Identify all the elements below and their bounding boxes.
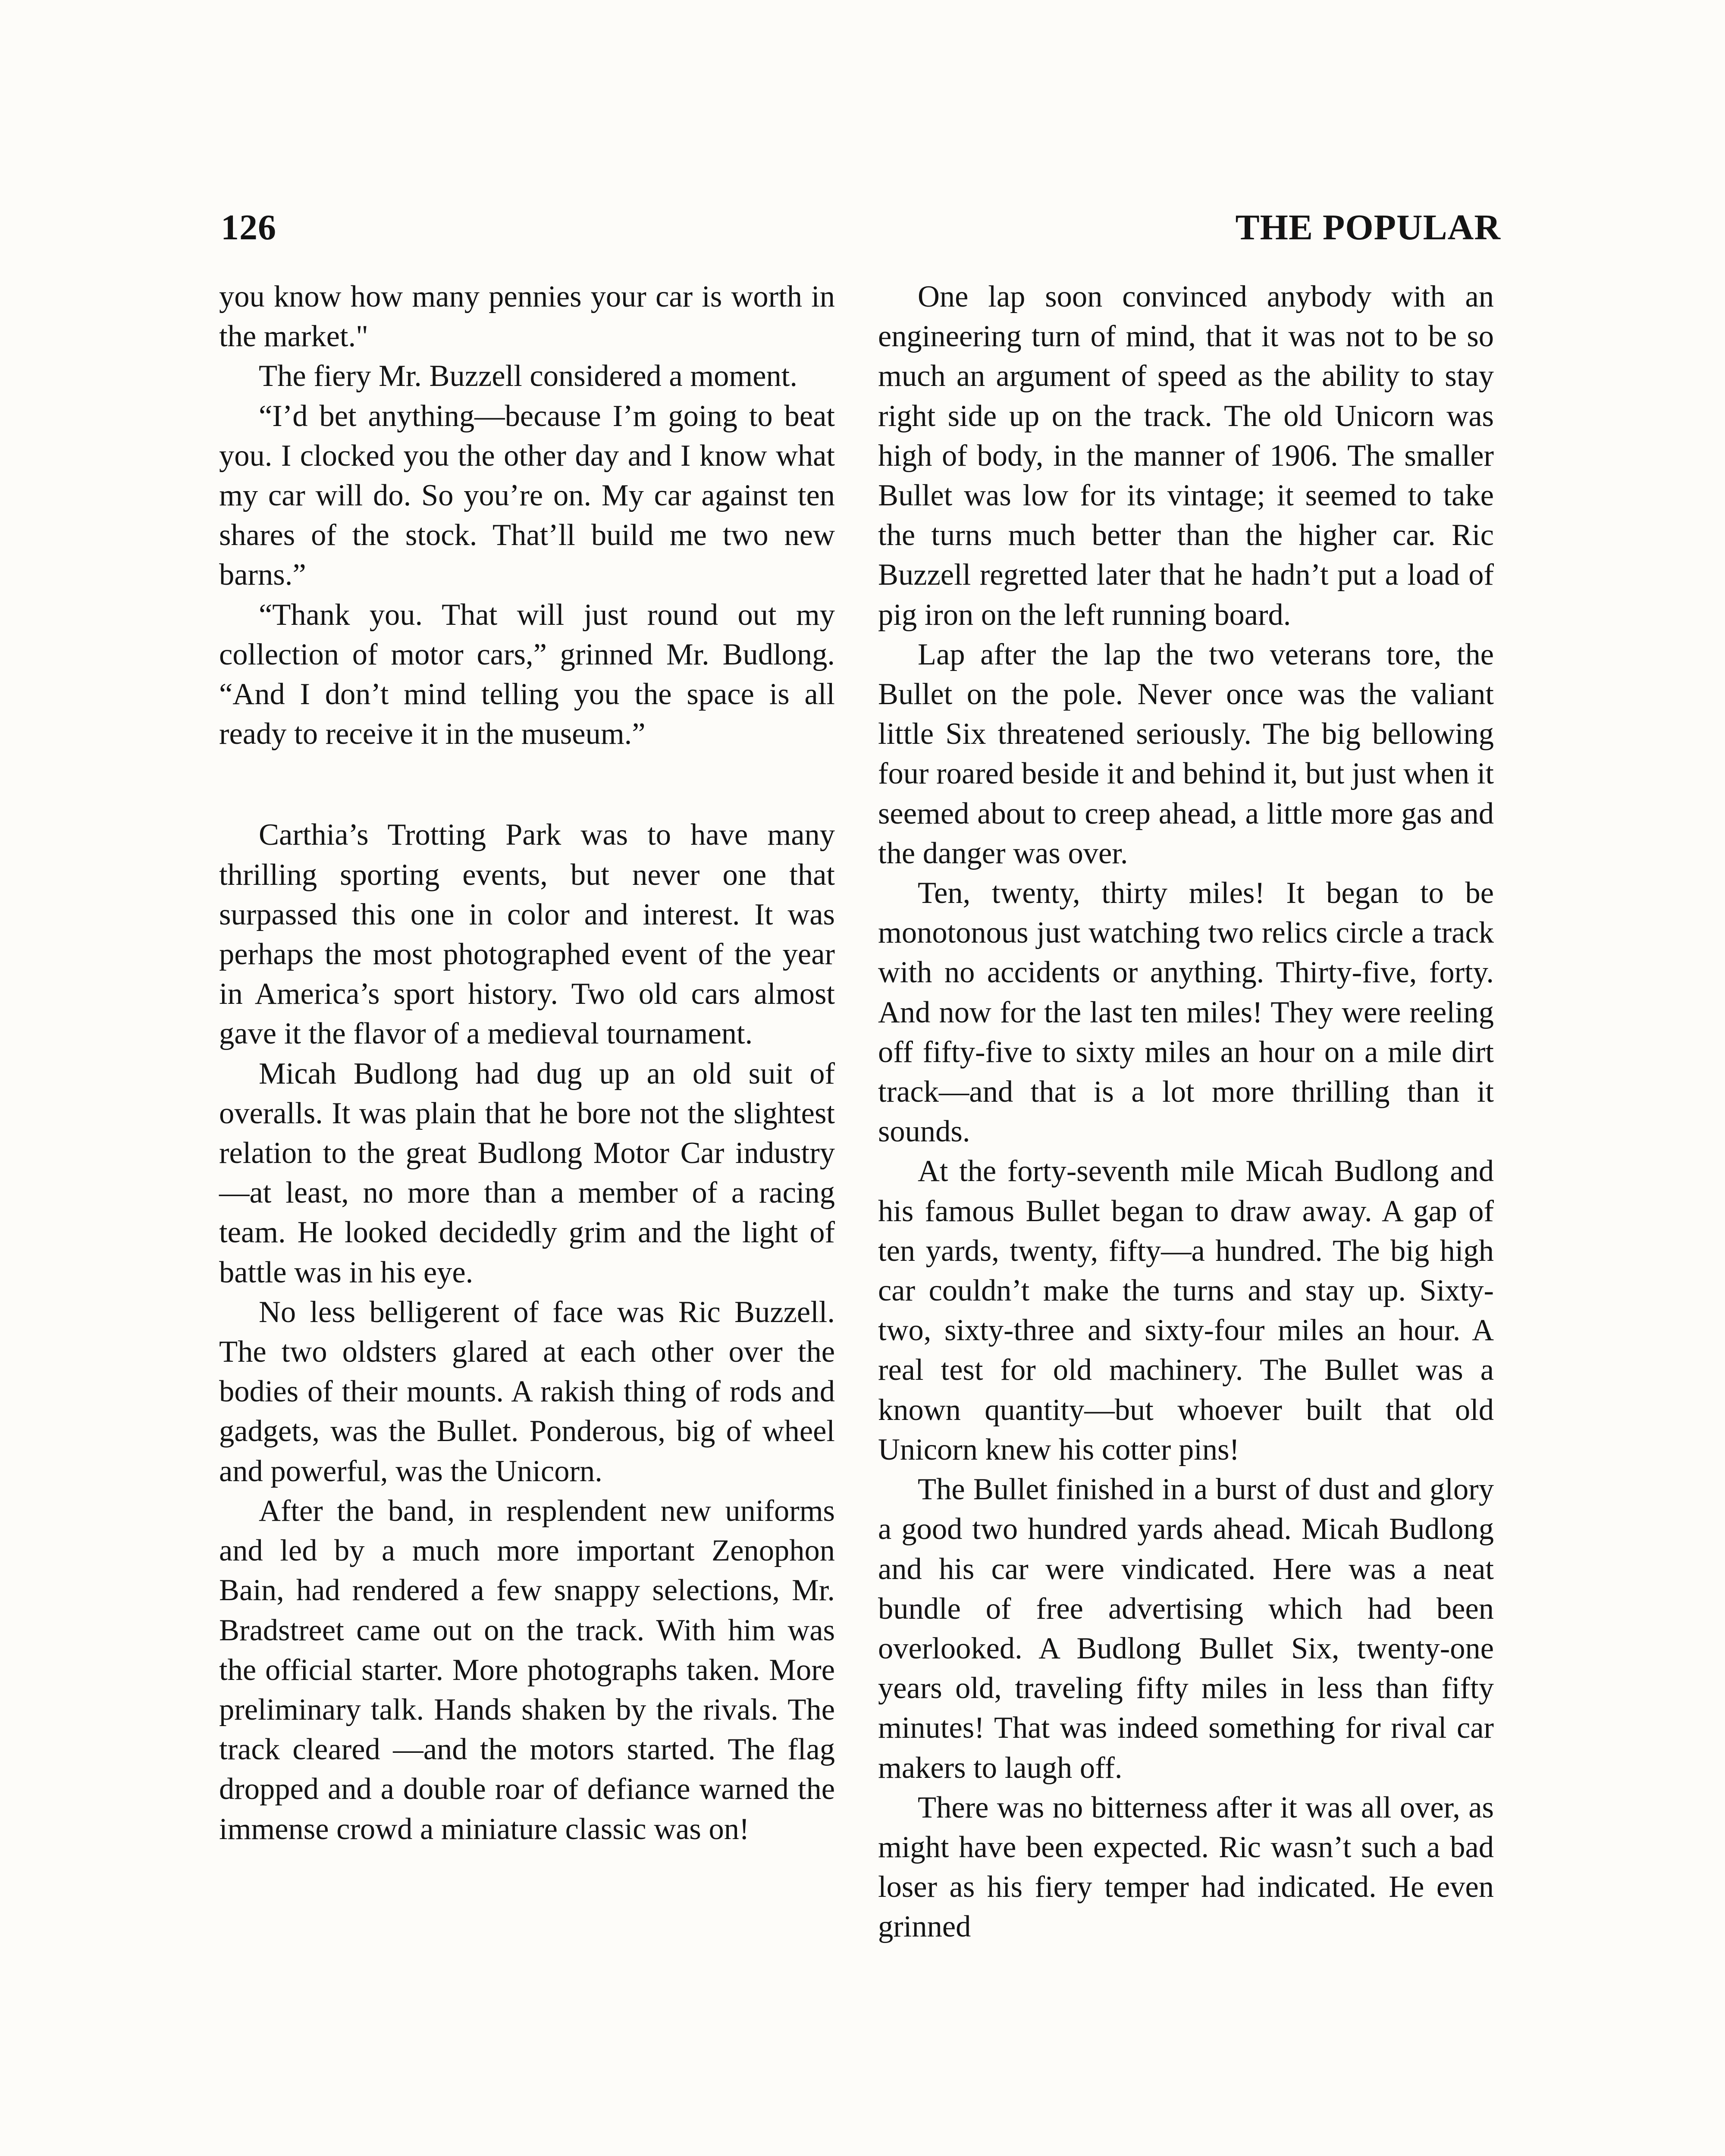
page-header — [221, 204, 1501, 251]
paragraph: Ten, twenty, thirty miles! It began to be monotonous just watching two relics circle a track with no accidents or anything. Thirty-five, forty. And now for the last ten miles! They were reeling off fifty-five to sixty miles an hour on a mile dirt track—and that is a lot more thrilling than it sounds. — [878, 876, 1494, 1149]
page-number: 126 — [221, 207, 276, 248]
paragraph: The fiery Mr. Buzzell considered a moment. — [259, 359, 797, 393]
paragraph: Micah Budlong had dug up an old suit of overalls. It was plain that he bore not the slightest relation to the great Budlong Motor Car industry—at least, no more than a member of a racing team. He looked decidedly grim and the light of battle was in his eye. — [219, 1056, 835, 1289]
paragraph: One lap soon convinced anybody with an engineering turn of mind, that it was not to be so much an argument of speed as the ability to stay right side up on the track. The old Unicorn was high of body, in the manner of 1906. The smaller Bullet was low for its vintage; it seemed to take the turns much better than the higher car. Ric Buzzell regretted later that he hadn’t put a load of pig iron on the left running board. — [878, 280, 1494, 632]
running-head: THE POPULAR — [1235, 207, 1501, 248]
paragraph: There was no bitterness after it was all over, as might have been expected. Ric wasn’t such a bad loser as his fiery temper had indicated. He even grinned — [878, 1790, 1494, 1944]
paragraph: No less belligerent of face was Ric Buzzell. The two oldsters glared at each other over the bodies of their mounts. A rakish thing of rods and gadgets, was the Bullet. Ponderous, big of wheel and powerful, was the Unicorn. — [219, 1295, 835, 1488]
text-column-left — [219, 277, 835, 1849]
text-column-right — [878, 277, 1494, 1947]
paragraph: you know how many pennies your car is worth in the market." — [219, 280, 835, 354]
paragraph: “I’d bet anything—because I’m going to beat you. I clocked you the other day and I know what my car will do. So you’re on. My car against ten shares of the stock. That’ll build me two new barns.” — [219, 399, 835, 592]
paragraph: Carthia’s Trotting Park was to have many thrilling sporting events, but never one that surpassed this one in color and interest. It was perhaps the most photographed event of the year in America’s sport history. Two old cars almost gave it the flavor of a medieval tournament. — [219, 818, 835, 1051]
paragraph: The Bullet finished in a burst of dust and glory a good two hundred yards ahead. Micah Budlong and his car were vindicated. Here was a neat bundle of free advertising which had been overlooked. A Budlong Bullet Six, twenty-one years old, traveling fifty miles in less than fifty minutes! That was indeed something for rival car makers to laugh off. — [878, 1473, 1494, 1785]
paragraph: At the forty-seventh mile Micah Budlong and his famous Bullet began to draw away. A gap of ten yards, twenty, fifty—a hundred. The big high car couldn’t make the turns and stay up. Sixty-two, sixty-three and sixty-four miles an hour. A real test for old machinery. The Bullet was a known quantity—but whoever built that old Unicorn knew his cotter pins! — [878, 1154, 1494, 1467]
paragraph: After the band, in resplendent new uniforms and led by a much more important Zenophon Bain, had rendered a few snappy selections, Mr. Bradstreet came out on the track. With him was the official starter. More photographs taken. More preliminary talk. Hands shaken by the rivals. The track cleared —and the motors started. The flag dropped and a double roar of defiance warned the immense crowd a miniature classic was on! — [219, 1494, 835, 1846]
paragraph: Lap after the lap the two veterans tore, the Bullet on the pole. Never once was the valiant little Six threatened seriously. The big bellowing four roared beside it and behind it, but just when it seemed about to creep ahead, a little more gas and the danger was over. — [878, 637, 1494, 870]
paragraph: “Thank you. That will just round out my collection of motor cars,” grinned Mr. Budlong. “And I don’t mind telling you the space is all ready to receive it in the museum.” — [219, 598, 835, 751]
